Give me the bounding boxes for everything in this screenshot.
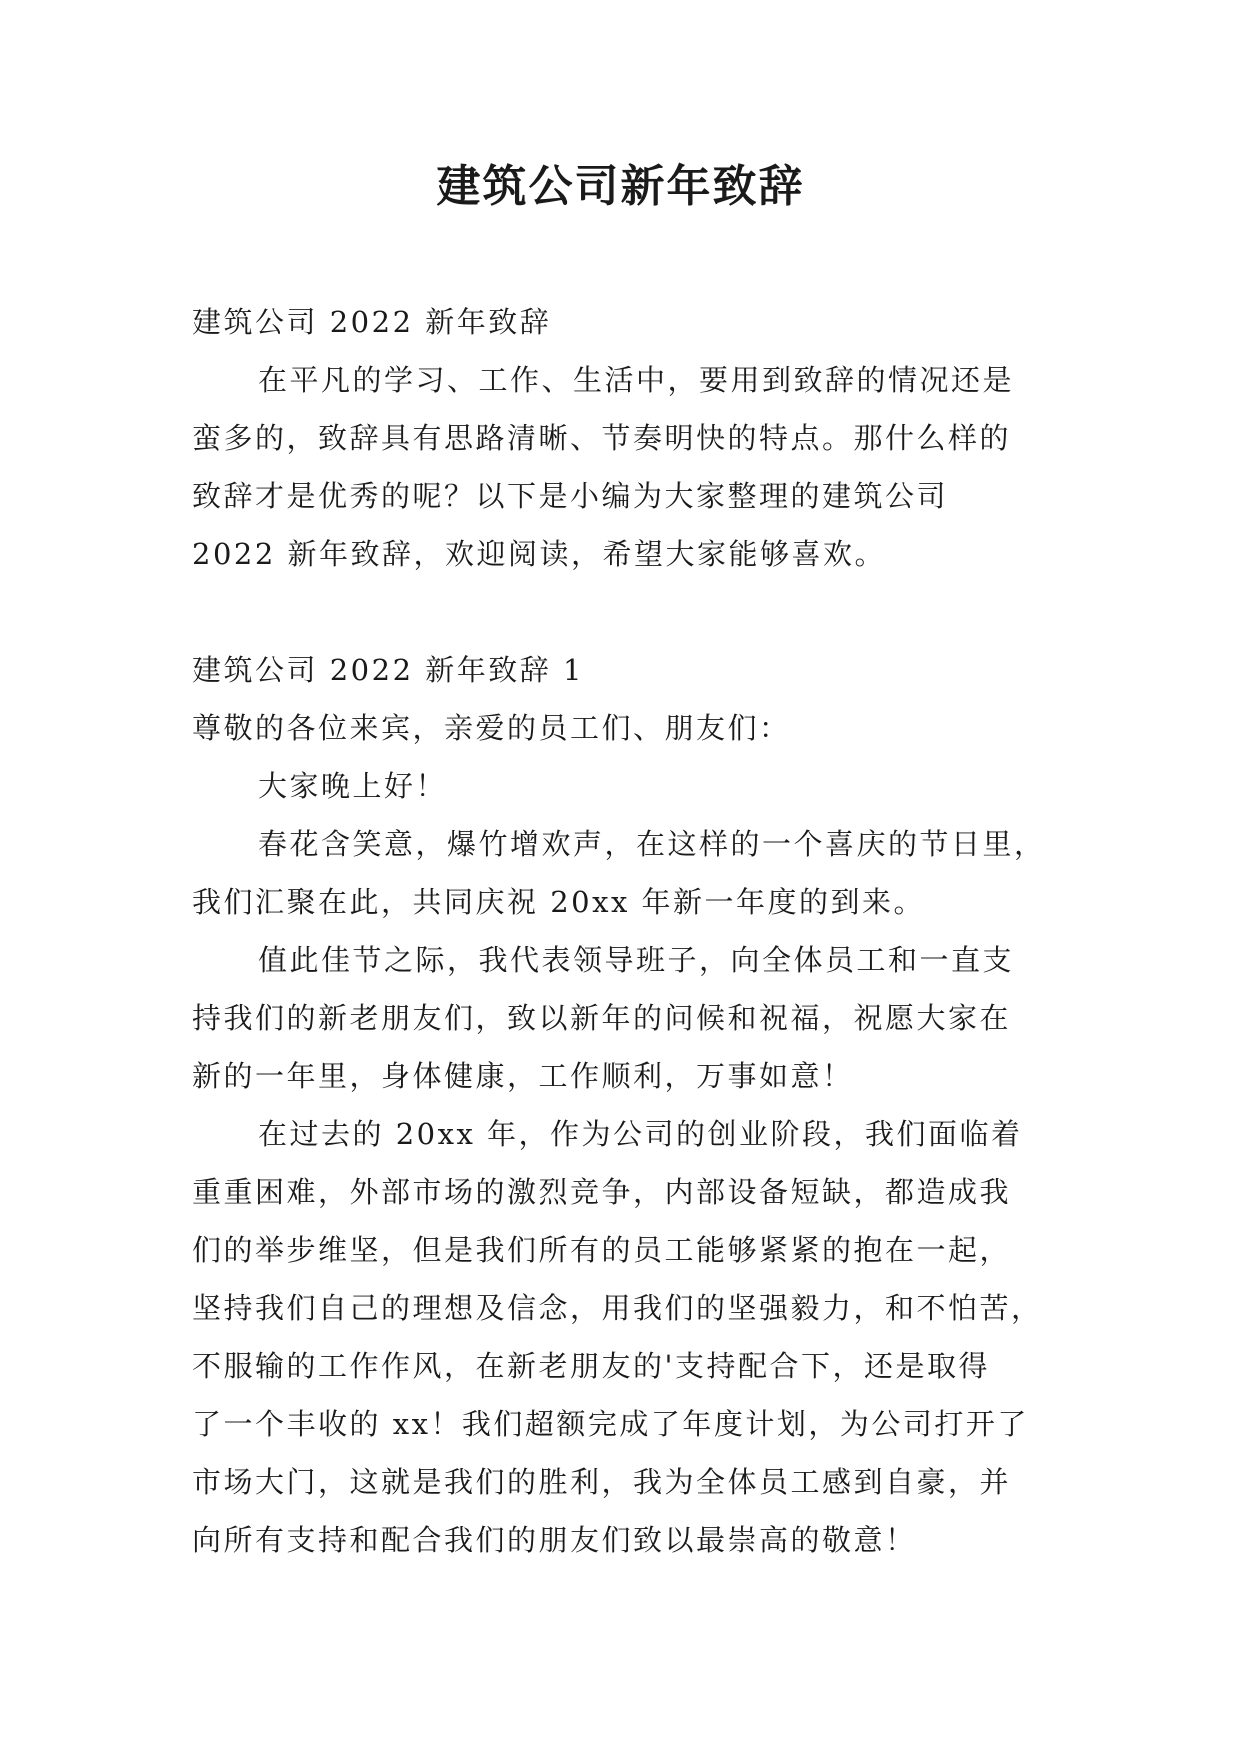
salutation-line: 尊敬的各位来宾，亲爱的员工们、朋友们：	[192, 711, 791, 745]
paragraph-line: 持我们的新老朋友们，致以新年的问候和祝福，祝愿大家在	[192, 1001, 1012, 1035]
paragraph-line: 了一个丰收的 xx！我们超额完成了年度计划，为公司打开了	[192, 1407, 1029, 1441]
paragraph-line: 2022 新年致辞，欢迎阅读，希望大家能够喜欢。	[192, 537, 887, 571]
paragraph-line: 在平凡的学习、工作、生活中，要用到致辞的情况还是	[258, 363, 1015, 397]
paragraph-line: 不服输的工作作风，在新老朋友的'支持配合下，还是取得	[192, 1349, 990, 1383]
paragraph-line: 值此佳节之际，我代表领导班子，向全体员工和一直支	[258, 943, 1015, 977]
greeting-line: 大家晚上好！	[258, 769, 448, 803]
paragraph-line: 致辞才是优秀的呢？以下是小编为大家整理的建筑公司	[192, 479, 949, 513]
paragraph-line: 向所有支持和配合我们的朋友们致以最崇高的敬意！	[192, 1523, 917, 1557]
document-body	[192, 293, 1072, 1569]
section-heading: 建筑公司 2022 新年致辞 1	[192, 653, 584, 687]
section-heading: 建筑公司 2022 新年致辞	[192, 305, 552, 339]
paragraph-line: 春花含笑意，爆竹增欢声，在这样的一个喜庆的节日里，	[258, 827, 1046, 861]
paragraph-line: 坚持我们自己的理想及信念，用我们的坚强毅力，和不怕苦，	[192, 1291, 1043, 1325]
document-title: 建筑公司新年致辞	[436, 161, 805, 212]
paragraph-line: 重重困难，外部市场的激烈竞争，内部设备短缺，都造成我	[192, 1175, 1012, 1209]
paragraph-line: 们的举步维坚，但是我们所有的员工能够紧紧的抱在一起，	[192, 1233, 1012, 1267]
paragraph-line: 新的一年里，身体健康，工作顺利，万事如意！	[192, 1059, 854, 1093]
paragraph-line: 蛮多的，致辞具有思路清晰、节奏明快的特点。那什么样的	[192, 421, 1012, 455]
paragraph-line: 在过去的 20xx 年，作为公司的创业阶段，我们面临着	[258, 1117, 1023, 1151]
paragraph-line: 我们汇聚在此，共同庆祝 20xx 年新一年度的到来。	[192, 885, 926, 919]
paragraph-line: 市场大门，这就是我们的胜利，我为全体员工感到自豪，并	[192, 1465, 1012, 1499]
